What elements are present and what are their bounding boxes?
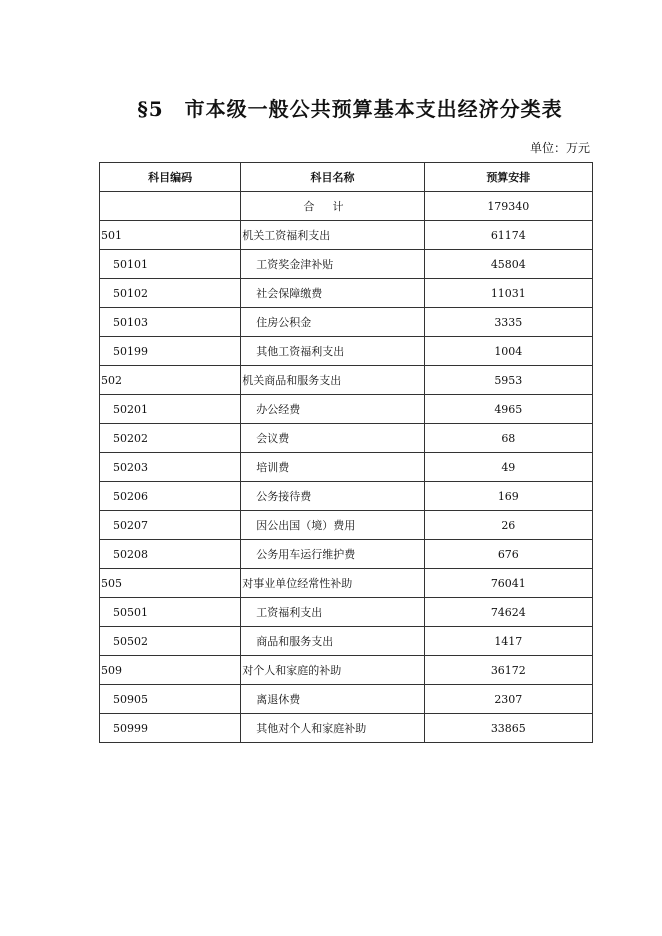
amount-cell: 5953 (424, 366, 592, 395)
code-cell: 50905 (100, 685, 241, 714)
table-row (100, 453, 593, 482)
amount-cell: 49 (424, 453, 592, 482)
table-row (100, 511, 593, 540)
code-cell: 50103 (100, 308, 241, 337)
amount-cell: 36172 (424, 656, 592, 685)
name-cell: 工资福利支出 (241, 598, 424, 627)
amount-cell: 61174 (424, 221, 592, 250)
name-cell: 其他对个人和家庭补助 (241, 714, 424, 743)
column-header-code: 科目编码 (100, 163, 241, 192)
table-row (100, 714, 593, 743)
table-row (100, 337, 593, 366)
code-cell: 502 (100, 366, 241, 395)
category-row (100, 366, 593, 395)
amount-cell: 1417 (424, 627, 592, 656)
table-row (100, 395, 593, 424)
code-cell: 50501 (100, 598, 241, 627)
amount-cell: 74624 (424, 598, 592, 627)
code-cell: 50201 (100, 395, 241, 424)
category-row (100, 221, 593, 250)
table-row (100, 482, 593, 511)
code-cell: 50999 (100, 714, 241, 743)
name-cell: 社会保障缴费 (241, 279, 424, 308)
name-cell: 会议费 (241, 424, 424, 453)
amount-cell: 68 (424, 424, 592, 453)
name-cell: 商品和服务支出 (241, 627, 424, 656)
table-row (100, 424, 593, 453)
amount-cell: 3335 (424, 308, 592, 337)
code-cell: 50208 (100, 540, 241, 569)
code-cell: 50101 (100, 250, 241, 279)
code-cell: 50207 (100, 511, 241, 540)
table-row (100, 279, 593, 308)
code-cell: 50102 (100, 279, 241, 308)
category-row (100, 569, 593, 598)
name-cell: 住房公积金 (241, 308, 424, 337)
category-row (100, 656, 593, 685)
amount-cell: 676 (424, 540, 592, 569)
table-row (100, 598, 593, 627)
table-row (100, 540, 593, 569)
table-row (100, 250, 593, 279)
column-header-amount: 预算安排 (424, 163, 592, 192)
name-cell: 公务用车运行维护费 (241, 540, 424, 569)
name-cell: 公务接待费 (241, 482, 424, 511)
total-label: 合计 (241, 192, 424, 221)
code-cell: 501 (100, 221, 241, 250)
amount-cell: 1004 (424, 337, 592, 366)
code-cell: 50502 (100, 627, 241, 656)
amount-cell: 45804 (424, 250, 592, 279)
amount-cell: 169 (424, 482, 592, 511)
name-cell: 机关商品和服务支出 (241, 366, 424, 395)
code-cell: 50199 (100, 337, 241, 366)
amount-cell: 33865 (424, 714, 592, 743)
name-cell: 其他工资福利支出 (241, 337, 424, 366)
code-cell: 50206 (100, 482, 241, 511)
total-code-cell (100, 192, 241, 221)
amount-cell: 11031 (424, 279, 592, 308)
column-header-name: 科目名称 (241, 163, 424, 192)
amount-cell: 2307 (424, 685, 592, 714)
total-value: 179340 (424, 192, 592, 221)
total-row (100, 192, 593, 221)
unit-label: 单位：万元 (529, 141, 590, 155)
code-cell: 505 (100, 569, 241, 598)
name-cell: 办公经费 (241, 395, 424, 424)
name-cell: 离退休费 (241, 685, 424, 714)
name-cell: 机关工资福利支出 (241, 221, 424, 250)
code-cell: 509 (100, 656, 241, 685)
code-cell: 50203 (100, 453, 241, 482)
name-cell: 对个人和家庭的补助 (241, 656, 424, 685)
name-cell: 对事业单位经常性补助 (241, 569, 424, 598)
budget-table (99, 162, 593, 743)
amount-cell: 76041 (424, 569, 592, 598)
table-row (100, 308, 593, 337)
amount-cell: 4965 (424, 395, 592, 424)
page-title: §5 市本级一般公共预算基本支出经济分类表 (137, 97, 563, 121)
code-cell: 50202 (100, 424, 241, 453)
table-row (100, 627, 593, 656)
name-cell: 工资奖金津补贴 (241, 250, 424, 279)
header-row (100, 163, 593, 192)
name-cell: 培训费 (241, 453, 424, 482)
table-row (100, 685, 593, 714)
amount-cell: 26 (424, 511, 592, 540)
name-cell: 因公出国（境）费用 (241, 511, 424, 540)
